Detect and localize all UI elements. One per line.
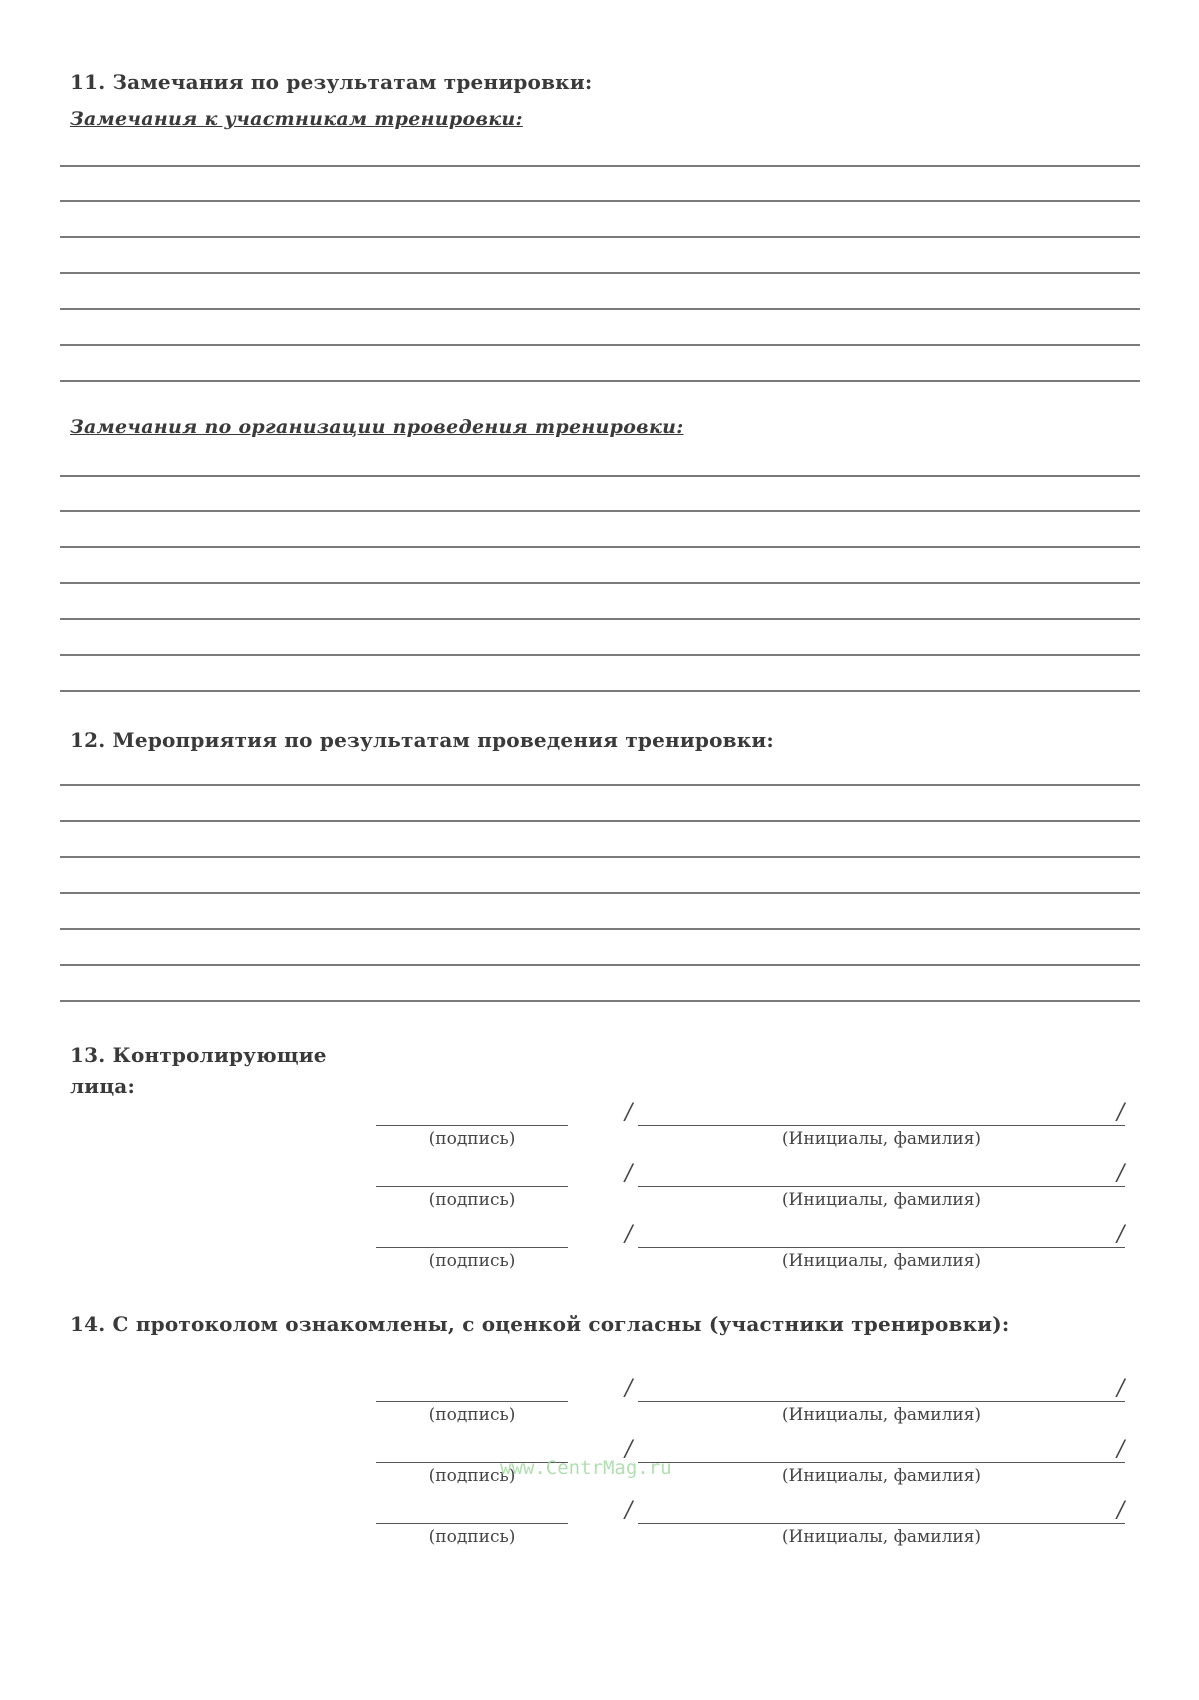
name-field-slash-left: /: [625, 1161, 633, 1186]
section-11-sub-organization: Замечания по организации проведения тренировки:: [70, 416, 684, 438]
name-caption: (Инициалы, фамилия): [781, 1466, 982, 1486]
section-11-title: 11. Замечания по результатам тренировки:: [70, 70, 593, 94]
signature-caption: (подпись): [428, 1405, 516, 1425]
signature-field[interactable]: [376, 1186, 568, 1187]
name-caption: (Инициалы, фамилия): [781, 1251, 982, 1271]
name-field[interactable]: [638, 1401, 1125, 1402]
name-field-slash-right: /: [1117, 1100, 1125, 1125]
name-field[interactable]: [638, 1462, 1125, 1463]
blank-line[interactable]: [60, 654, 1140, 656]
signature-caption: (подпись): [428, 1527, 516, 1547]
signature-field[interactable]: [376, 1523, 568, 1524]
signature-caption: (подпись): [428, 1251, 516, 1271]
blank-line[interactable]: [60, 308, 1140, 310]
blank-line[interactable]: [60, 200, 1140, 202]
name-field[interactable]: [638, 1125, 1125, 1126]
blank-line[interactable]: [60, 892, 1140, 894]
blank-line[interactable]: [60, 272, 1140, 274]
name-caption: (Инициалы, фамилия): [781, 1129, 982, 1149]
blank-line[interactable]: [60, 475, 1140, 477]
blank-line[interactable]: [60, 344, 1140, 346]
blank-line[interactable]: [60, 964, 1140, 966]
name-field-slash-left: /: [625, 1498, 633, 1523]
blank-line[interactable]: [60, 784, 1140, 786]
blank-line[interactable]: [60, 582, 1140, 584]
signature-caption: (подпись): [428, 1129, 516, 1149]
blank-line[interactable]: [60, 856, 1140, 858]
blank-line[interactable]: [60, 510, 1140, 512]
name-field-slash-right: /: [1117, 1376, 1125, 1401]
blank-line[interactable]: [60, 380, 1140, 382]
section-11-sub-participants: Замечания к участникам тренировки:: [70, 108, 523, 130]
section-14-title: 14. С протоколом ознакомлены, с оценкой согласны (участники тренировки):: [70, 1312, 1010, 1336]
section-12-title: 12. Мероприятия по результатам проведения тренировки:: [70, 728, 774, 752]
blank-line[interactable]: [60, 546, 1140, 548]
signature-caption: (подпись): [428, 1190, 516, 1210]
name-field-slash-right: /: [1117, 1161, 1125, 1186]
blank-line[interactable]: [60, 1000, 1140, 1002]
section-13-title-line1: 13. Контролирующие: [70, 1043, 327, 1067]
signature-field[interactable]: [376, 1125, 568, 1126]
name-field-slash-left: /: [625, 1437, 633, 1462]
blank-line[interactable]: [60, 236, 1140, 238]
name-caption: (Инициалы, фамилия): [781, 1527, 982, 1547]
name-field[interactable]: [638, 1523, 1125, 1524]
section-13-title-line2: лица:: [70, 1074, 136, 1098]
signature-field[interactable]: [376, 1247, 568, 1248]
name-caption: (Инициалы, фамилия): [781, 1190, 982, 1210]
blank-line[interactable]: [60, 820, 1140, 822]
blank-line[interactable]: [60, 618, 1140, 620]
blank-line[interactable]: [60, 928, 1140, 930]
name-field-slash-left: /: [625, 1376, 633, 1401]
name-field-slash-left: /: [625, 1222, 633, 1247]
name-caption: (Инициалы, фамилия): [781, 1405, 982, 1425]
name-field-slash-left: /: [625, 1100, 633, 1125]
name-field-slash-right: /: [1117, 1222, 1125, 1247]
name-field-slash-right: /: [1117, 1498, 1125, 1523]
name-field[interactable]: [638, 1186, 1125, 1187]
name-field-slash-right: /: [1117, 1437, 1125, 1462]
blank-line[interactable]: [60, 690, 1140, 692]
signature-field[interactable]: [376, 1401, 568, 1402]
watermark: www.CentrMag.ru: [500, 1457, 672, 1479]
signature-caption: (подпись): [428, 1466, 516, 1486]
blank-line[interactable]: [60, 165, 1140, 167]
name-field[interactable]: [638, 1247, 1125, 1248]
